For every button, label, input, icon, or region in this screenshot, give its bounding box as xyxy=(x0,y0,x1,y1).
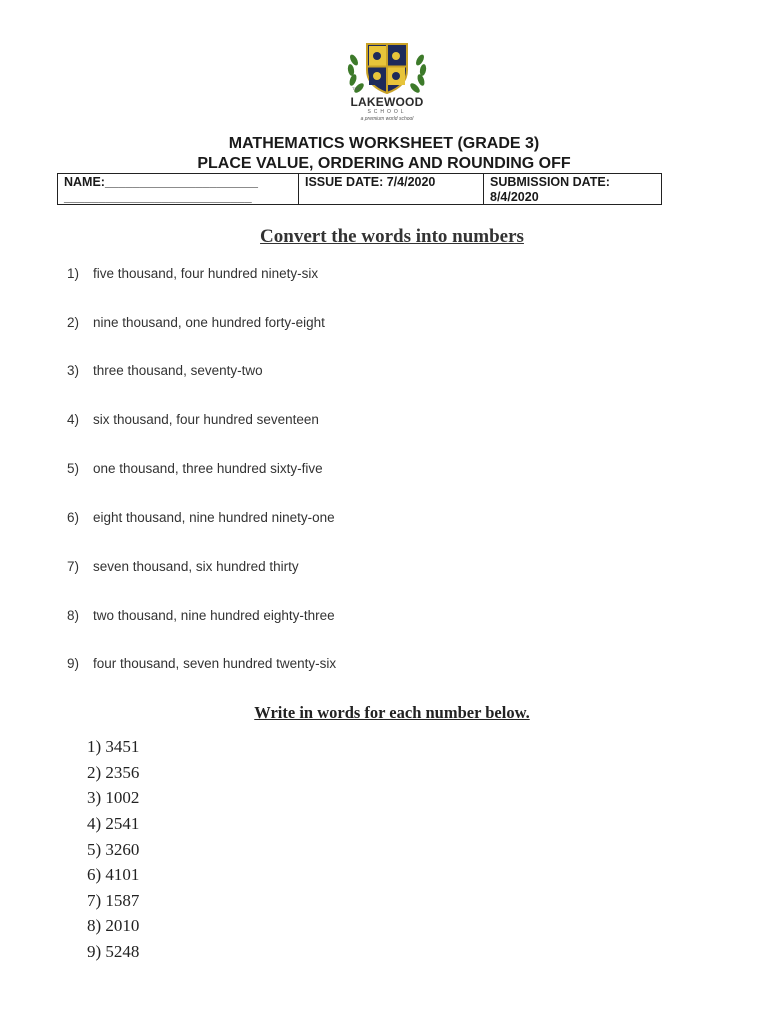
number-item: 2) 2356 xyxy=(87,763,140,782)
number-item: 1) 3451 xyxy=(87,737,140,756)
number-item: 4) 2541 xyxy=(87,814,140,833)
question-number: 5) xyxy=(67,461,80,476)
submission-date: 8/4/2020 xyxy=(490,190,539,204)
question-number: 3) xyxy=(67,363,80,378)
question-item xyxy=(67,266,318,281)
submission-label: SUBMISSION DATE: xyxy=(490,175,610,189)
question-item xyxy=(67,559,299,574)
question-item xyxy=(67,608,335,623)
issue-date-cell xyxy=(298,174,483,204)
question-text: seven thousand, six hundred thirty xyxy=(93,559,299,574)
question-text: three thousand, seventy-two xyxy=(93,363,263,378)
question-number: 6) xyxy=(67,510,80,525)
question-text: four thousand, seven hundred twenty-six xyxy=(93,656,337,671)
worksheet-title: MATHEMATICS WORKSHEET (GRADE 3) xyxy=(228,135,540,152)
question-item xyxy=(67,461,323,476)
info-table xyxy=(57,173,662,205)
logo-sub: SCHOOL xyxy=(367,109,407,115)
question-number: 9) xyxy=(67,656,80,671)
question-text: nine thousand, one hundred forty-eight xyxy=(93,315,325,330)
question-item xyxy=(67,412,319,427)
logo-the: THE xyxy=(352,86,360,91)
question-text: two thousand, nine hundred eighty-three xyxy=(93,608,335,623)
number-item: 3) 1002 xyxy=(87,788,140,807)
number-item: 9) 5248 xyxy=(87,942,140,961)
name-label: NAME:______________________ xyxy=(64,175,258,189)
section2-heading: Write in words for each number below. xyxy=(254,703,530,722)
number-item: 7) 1587 xyxy=(87,891,140,910)
name-cell[interactable] xyxy=(58,174,298,204)
issue-date: ISSUE DATE: 7/4/2020 xyxy=(305,175,436,189)
number-item: 8) 2010 xyxy=(87,916,140,935)
section1-heading: Convert the words into numbers xyxy=(260,226,524,247)
question-number: 7) xyxy=(67,559,80,574)
question-number: 2) xyxy=(67,315,80,330)
question-item xyxy=(67,656,336,671)
worksheet-subtitle: PLACE VALUE, ORDERING AND ROUNDING OFF xyxy=(197,155,571,172)
school-logo xyxy=(344,40,430,122)
question-text: eight thousand, nine hundred ninety-one xyxy=(93,510,335,525)
question-number: 8) xyxy=(67,608,80,623)
name-line: ___________________________ xyxy=(64,190,252,204)
submission-date-cell xyxy=(483,174,661,204)
logo-name: LAKEWOOD xyxy=(350,95,424,109)
logo-tagline: a premium world school xyxy=(360,116,414,122)
number-item: 6) 4101 xyxy=(87,865,140,884)
question-text: six thousand, four hundred seventeen xyxy=(93,412,319,427)
question-number: 4) xyxy=(67,412,80,427)
question-item xyxy=(67,315,325,330)
question-text: one thousand, three hundred sixty-five xyxy=(93,461,323,476)
number-item: 5) 3260 xyxy=(87,840,140,859)
question-item xyxy=(67,510,335,525)
question-item xyxy=(67,363,263,378)
question-text: five thousand, four hundred ninety-six xyxy=(93,266,319,281)
question-number: 1) xyxy=(67,266,80,281)
